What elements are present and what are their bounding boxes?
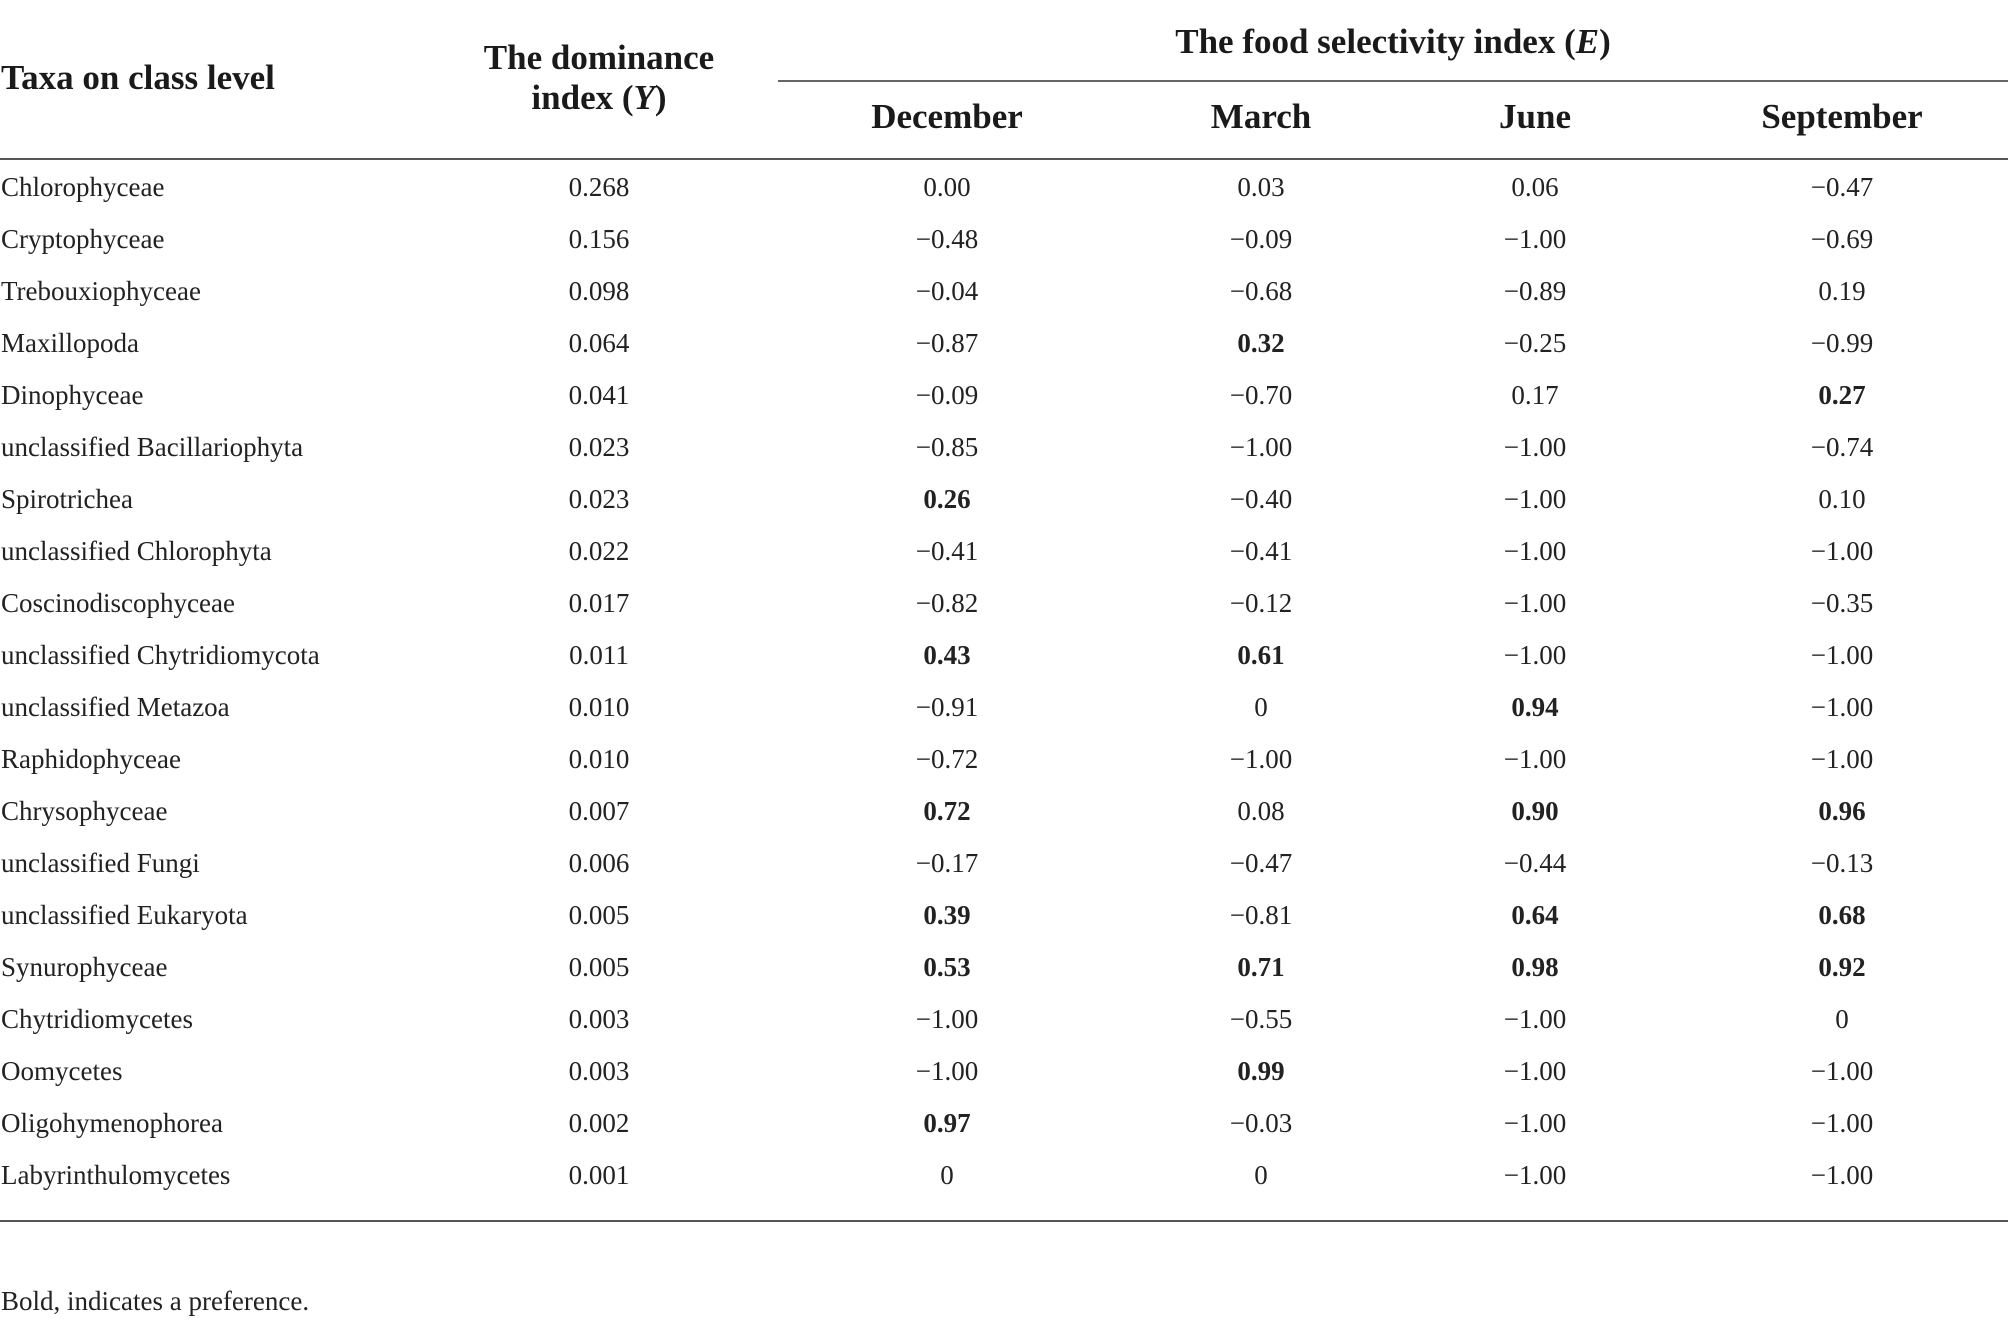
selectivity-june: −1.00 [1503,640,1567,670]
selectivity-march: 0 [1254,1160,1268,1190]
selectivity-december: −0.04 [915,276,979,306]
table-row [0,839,2008,891]
taxa-name: Dinophyceae [1,380,144,410]
selectivity-september: −1.00 [1810,536,1874,566]
table-row [0,683,2008,735]
dominance-value: 0.007 [568,796,630,826]
selectivity-september: 0.19 [1818,276,1866,306]
selectivity-december: −0.17 [915,848,979,878]
selectivity-march: −1.00 [1229,744,1293,774]
table-row [0,267,2008,319]
dominance-value: 0.005 [568,952,630,982]
taxa-name: Maxillopoda [1,328,139,358]
table-row [0,943,2008,995]
selectivity-september: −0.35 [1810,588,1874,618]
selectivity-june: −0.89 [1503,276,1567,306]
selectivity-march: 0.32 [1237,328,1285,358]
selectivity-march: 0.99 [1237,1056,1285,1086]
header-taxa: Taxa on class level [1,58,275,97]
table-row [0,631,2008,683]
dominance-value: 0.011 [569,640,629,670]
taxa-name: unclassified Eukaryota [1,900,248,930]
header-dominance-index [460,38,738,118]
dominance-value: 0.023 [568,432,630,462]
header-bottom-rule [0,158,2008,160]
header-month-december: December [871,97,1023,136]
selectivity-march: −0.09 [1229,224,1293,254]
table-row [0,735,2008,787]
selectivity-march: −0.81 [1229,900,1293,930]
selectivity-september: −1.00 [1810,1108,1874,1138]
table-row [0,1151,2008,1203]
dominance-value: 0.098 [568,276,630,306]
dominance-value: 0.017 [568,588,630,618]
taxa-name: unclassified Fungi [1,848,200,878]
header-food-selectivity: The food selectivity index (E) [1175,22,1611,61]
selectivity-june: 0.94 [1511,692,1559,722]
table-body [0,163,2008,1203]
dominance-value: 0.268 [568,172,630,202]
header-dominance-line2: index (Y) [531,78,667,117]
selectivity-march: 0 [1254,692,1268,722]
taxa-name: unclassified Bacillariophyta [1,432,304,462]
selectivity-december: −0.48 [915,224,979,254]
selectivity-march: 0.03 [1237,172,1285,202]
taxa-name: Spirotrichea [1,484,133,514]
dominance-value: 0.001 [568,1160,630,1190]
selectivity-september: −1.00 [1810,744,1874,774]
selectivity-june: −1.00 [1503,536,1567,566]
selectivity-march: −0.03 [1229,1108,1293,1138]
header-month-march: March [1210,97,1312,136]
table-row [0,215,2008,267]
selectivity-september: −0.74 [1810,432,1874,462]
dominance-value: 0.064 [568,328,630,358]
selectivity-december: −0.41 [915,536,979,566]
selectivity-june: −1.00 [1503,224,1567,254]
taxa-name: Labyrinthulomycetes [1,1160,231,1190]
taxa-name: Trebouxiophyceae [1,276,201,306]
dominance-value: 0.003 [568,1004,630,1034]
selectivity-september: −1.00 [1810,692,1874,722]
header-dominance-line1: The dominance [483,38,715,77]
selectivity-march: −1.00 [1229,432,1293,462]
header-month-june: June [1499,97,1571,136]
selectivity-june: −1.00 [1503,1056,1567,1086]
table-footnote: Bold, indicates a preference. [1,1286,310,1316]
selectivity-march: −0.55 [1229,1004,1293,1034]
header-subrule [778,80,2008,82]
selectivity-march: −0.41 [1229,536,1293,566]
table-bottom-rule [0,1220,2008,1222]
selectivity-december: 0.39 [923,900,971,930]
dominance-value: 0.005 [568,900,630,930]
selectivity-march: −0.40 [1229,484,1293,514]
table-row [0,475,2008,527]
selectivity-december: −0.87 [915,328,979,358]
selectivity-june: −1.00 [1503,484,1567,514]
dominance-value: 0.156 [568,224,630,254]
taxa-name: Raphidophyceae [1,744,181,774]
selectivity-december: 0.97 [923,1108,971,1138]
selectivity-september: 0.68 [1818,900,1866,930]
selectivity-march: −0.70 [1229,380,1293,410]
selectivity-june: 0.90 [1511,796,1559,826]
selectivity-september: −0.47 [1810,172,1874,202]
selectivity-june: −0.44 [1503,848,1567,878]
table-row [0,891,2008,943]
selectivity-june: −1.00 [1503,1160,1567,1190]
taxa-name: Synurophyceae [1,952,168,982]
selectivity-march: −0.47 [1229,848,1293,878]
selectivity-june: 0.06 [1511,172,1559,202]
selectivity-december: −1.00 [915,1004,979,1034]
selectivity-september: 0.27 [1818,380,1866,410]
dominance-value: 0.023 [568,484,630,514]
selectivity-june: 0.98 [1511,952,1559,982]
selectivity-september: −0.69 [1810,224,1874,254]
selectivity-june: −1.00 [1503,1108,1567,1138]
selectivity-december: 0.53 [923,952,971,982]
selectivity-december: 0.43 [923,640,971,670]
selectivity-june: −1.00 [1503,432,1567,462]
selectivity-december: −1.00 [915,1056,979,1086]
selectivity-december: 0.00 [923,172,971,202]
selectivity-june: −1.00 [1503,744,1567,774]
selectivity-september: 0.92 [1818,952,1866,982]
selectivity-september: −1.00 [1810,1056,1874,1086]
taxa-name: Oomycetes [1,1056,123,1086]
selectivity-september: 0 [1835,1004,1849,1034]
selectivity-december: −0.91 [915,692,979,722]
selectivity-september: 0.96 [1818,796,1866,826]
selectivity-september: −0.13 [1810,848,1874,878]
table-row [0,371,2008,423]
dominance-value: 0.022 [568,536,630,566]
taxa-name: Chytridiomycetes [1,1004,193,1034]
table-row [0,1047,2008,1099]
table-row [0,163,2008,215]
header-month-september: September [1761,97,1923,136]
selectivity-december: 0.26 [923,484,971,514]
selectivity-march: −0.12 [1229,588,1293,618]
selectivity-june: −1.00 [1503,1004,1567,1034]
taxa-name: unclassified Chytridiomycota [1,640,320,670]
selectivity-march: 0.08 [1237,796,1285,826]
selectivity-december: −0.09 [915,380,979,410]
selectivity-june: 0.64 [1511,900,1559,930]
selectivity-september: −0.99 [1810,328,1874,358]
dominance-value: 0.041 [568,380,630,410]
taxa-name: Chrysophyceae [1,796,168,826]
table-row [0,319,2008,371]
table-row [0,995,2008,1047]
dominance-value: 0.010 [568,692,630,722]
taxa-name: Cryptophyceae [1,224,165,254]
selectivity-december: −0.82 [915,588,979,618]
selectivity-march: 0.61 [1237,640,1285,670]
dominance-value: 0.010 [568,744,630,774]
table-row [0,527,2008,579]
selectivity-december: 0.72 [923,796,971,826]
taxa-name: unclassified Chlorophyta [1,536,272,566]
selectivity-december: −0.72 [915,744,979,774]
selectivity-september: −1.00 [1810,1160,1874,1190]
table-row [0,579,2008,631]
selectivity-june: −0.25 [1503,328,1567,358]
dominance-value: 0.006 [568,848,630,878]
table-row [0,787,2008,839]
selectivity-september: 0.10 [1818,484,1866,514]
selectivity-december: 0 [940,1160,954,1190]
taxa-name: unclassified Metazoa [1,692,230,722]
table-row [0,423,2008,475]
selectivity-june: 0.17 [1511,380,1559,410]
taxa-name: Coscinodiscophyceae [1,588,235,618]
dominance-value: 0.002 [568,1108,630,1138]
table-row [0,1099,2008,1151]
dominance-value: 0.003 [568,1056,630,1086]
selectivity-september: −1.00 [1810,640,1874,670]
taxa-name: Oligohymenophorea [1,1108,223,1138]
taxa-name: Chlorophyceae [1,172,165,202]
selectivity-march: −0.68 [1229,276,1293,306]
selectivity-december: −0.85 [915,432,979,462]
selectivity-june: −1.00 [1503,588,1567,618]
selectivity-march: 0.71 [1237,952,1285,982]
